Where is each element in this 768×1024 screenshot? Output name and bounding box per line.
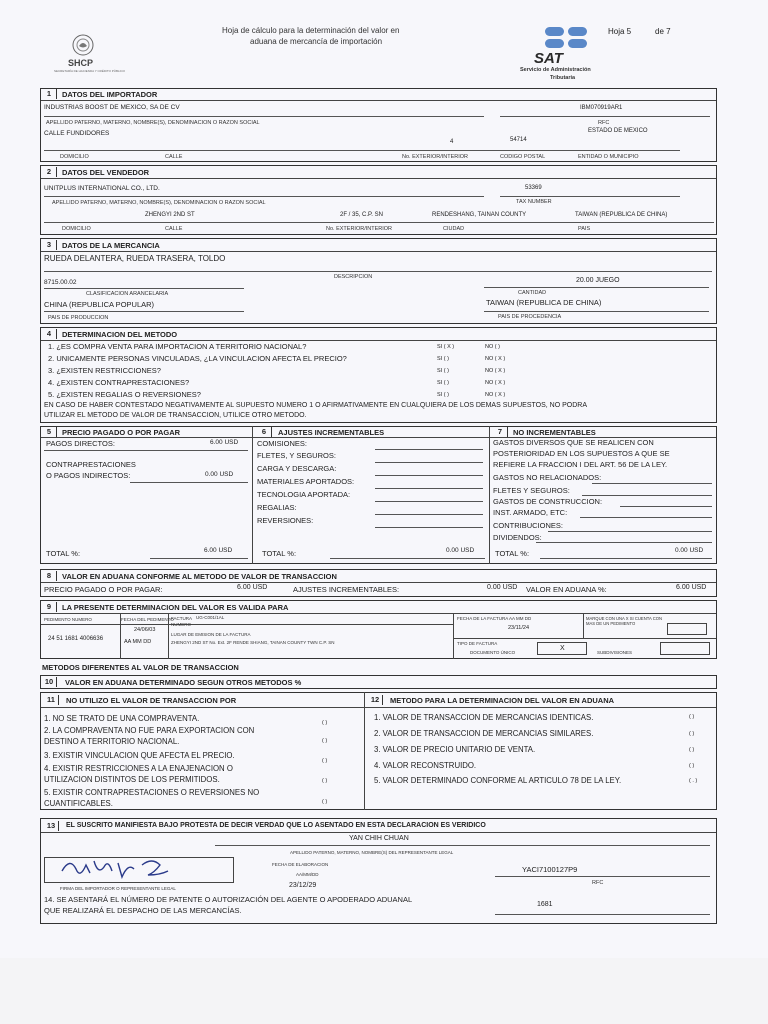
subdivisions-box[interactable] — [660, 642, 710, 655]
answer-yes-5: SI ( ) — [437, 392, 449, 398]
patent-note-line1: 14. SE ASENTARÁ EL NÚMERO DE PATENTE O AUTORIZACIÓN DEL AGENTE O APODERADO ADUANAL — [44, 895, 413, 904]
method-question-4: 4. ¿EXISTEN CONTRAPRESTACIONES? — [48, 378, 190, 387]
seller-name: UNITPLUS INTERNATIONAL CO., LTD. — [44, 185, 160, 192]
origin-label: PAIS DE PRODUCCION — [48, 315, 109, 321]
indirect-payments-label1: CONTRAPRESTACIONES — [46, 460, 136, 469]
sat-logo-icon — [543, 25, 589, 51]
section-title: VALOR EN ADUANA CONFORME AL METODO DE VALOR DE TRANSACCION — [62, 572, 337, 581]
method-note-line1: EN CASO DE HABER CONTESTADO NEGATIVAMENTE AL SUPUESTO NUMERO 1 O AFIRMATIVAMENTE EN CUALQUIERA DE LOS DEMAS SUPUESTOS, NO PODRA — [44, 402, 587, 409]
adjustments-value: 0.00 USD — [487, 584, 518, 591]
seller-calle-label: CALLE — [165, 226, 183, 232]
reason-3: 3. EXISTIR VINCULACION QUE AFECTA EL PRECIO. — [44, 751, 235, 760]
method-question-1: 1. ¿ES COMPRA VENTA PARA IMPORTACION A TERRITORIO NACIONAL? — [48, 342, 307, 351]
section-number: 5 — [42, 427, 57, 437]
non-incremental-item-1: GASTOS NO RELACIONADOS: — [493, 473, 602, 482]
adjustment-item-6: REGALIAS: — [257, 503, 297, 512]
non-incremental-item-3: GASTOS DE CONSTRUCCION: — [493, 497, 603, 506]
pedimento-label: PEDIMENTO NUMERO — [44, 617, 92, 622]
section-number: 9 — [42, 602, 57, 612]
seller-tax-number: 53369 — [525, 185, 542, 191]
seller-city: RENDESHANG, TAINAN COUNTY — [432, 212, 527, 218]
seller-ext-label: No. EXTERIOR/INTERIOR — [326, 226, 393, 232]
method-mark-1: ( ) — [689, 714, 695, 720]
patent-number: 1681 — [537, 901, 553, 908]
quantity-value: 20.00 JUEGO — [576, 277, 620, 284]
reason-5a: 5. EXISTIR CONTRAPRESTACIONES O REVERSIONES NO — [44, 788, 260, 797]
importer-postal-code: 54714 — [510, 137, 527, 143]
multiple-pedimentos-box[interactable] — [667, 623, 707, 635]
non-incremental-intro2: POSTERIORIDAD EN LOS SUPUESTOS A QUE SE — [493, 449, 670, 458]
section-number: 3 — [42, 240, 57, 250]
reason-2a: 2. LA COMPRAVENTA NO FUE PARA EXPORTACION CON — [44, 726, 255, 735]
adjustment-item-7: REVERSIONES: — [257, 516, 314, 525]
reason-mark-1: ( ) — [322, 720, 328, 726]
indirect-payments-label2: O PAGOS INDIRECTOS: — [46, 471, 131, 480]
cp-label: CODIGO POSTAL — [500, 154, 546, 160]
pedimento-date-label: FECHA DEL PEDIMENTO — [121, 617, 174, 622]
reason-4a: 4. EXISTIR RESTRICCIONES A LA ENAJENACION O — [44, 764, 233, 773]
sat-logo-text: SAT — [534, 50, 563, 67]
pedimento-date-value: 24/06/03 — [134, 627, 156, 633]
other-methods-heading: METODOS DIFERENTES AL VALOR DE TRANSACCION — [42, 663, 239, 672]
non-incremental-item-6: DIVIDENDOS: — [493, 533, 542, 542]
non-incremental-item-5: CONTRIBUCIONES: — [493, 521, 564, 530]
calle-label: CALLE — [165, 154, 183, 160]
importer-name: INDUSTRIAS BOOST DE MEXICO, SA DE CV — [44, 104, 180, 111]
method-mark-3: ( ) — [689, 747, 695, 753]
method-question-5: 5. ¿EXISTEN REGALIAS O REVERSIONES? — [48, 390, 201, 399]
section-number: 13 — [44, 821, 59, 831]
seller-name-label: APELLIDO PATERNO, MATERNO, NOMBRE(S), DENOMINACION O RAZON SOCIAL — [52, 200, 266, 206]
sat-logo-subtext2: Tributaria — [550, 75, 576, 81]
importer-rfc: IBM070919AR1 — [580, 105, 623, 111]
reason-1: 1. NO SE TRATO DE UNA COMPRAVENTA. — [44, 714, 200, 723]
customs-value-value: 6.00 USD — [676, 584, 707, 591]
method-4: 4. VALOR RECONSTRUIDO. — [374, 761, 477, 770]
method-mark-4: ( ) — [689, 763, 695, 769]
customs-value-label: VALOR EN ADUANA %: — [526, 585, 607, 594]
invoice-place-label: LUGAR DE EMISION DE LA FACTURA — [171, 632, 251, 637]
importer-name-label: APELLIDO PATERNO, MATERNO, NOMBRE(S), DENOMINACION O RAZON SOCIAL — [46, 120, 260, 126]
signature-label: FIRMA DEL IMPORTADOR O REPRESENTANTE LEGAL — [60, 886, 176, 891]
quantity-label: CANTIDAD — [518, 290, 547, 296]
method-mark-5: ( . ) — [689, 778, 698, 784]
seller-country: TAIWAN (REPUBLICA DE CHINA) — [575, 212, 668, 218]
section-number: 7 — [493, 427, 508, 437]
section-title: DATOS DE LA MERCANCIA — [62, 241, 160, 250]
invoice-date-label: FECHA DE LA FACTURA AA MM DD — [457, 616, 532, 621]
elaboration-date-label: FECHA DE ELABORACION — [272, 862, 329, 867]
ext-label: No. EXTERIOR/INTERIOR — [402, 154, 469, 160]
entidad-label: ENTIDAD O MUNICIPIO — [578, 154, 639, 160]
section-title: PRECIO PAGADO O POR PAGAR — [62, 428, 181, 437]
adjustments-total-value: 0.00 USD — [446, 547, 475, 554]
section-number: 6 — [257, 427, 272, 437]
adjustment-item-1: COMISIONES: — [257, 439, 308, 448]
seller-ext: 2F / 35, C.P. SN — [340, 212, 383, 218]
section-title: AJUSTES INCREMENTABLES — [278, 428, 385, 437]
sat-logo-subtext1: Servicio de Administración — [520, 67, 591, 73]
non-incremental-total-value: 0.00 USD — [675, 547, 704, 554]
seller-tax-label: TAX NUMBER — [516, 199, 552, 205]
indirect-payments-value: 0.00 USD — [205, 471, 234, 478]
merchandise-description: RUEDA DELANTERA, RUEDA TRASERA, TOLDO — [44, 254, 226, 263]
answer-no-4: NO ( X ) — [485, 380, 506, 386]
method-question-3: 3. ¿EXISTEN RESTRICCIONES? — [48, 366, 161, 375]
seller-pais-label: PAIS — [578, 226, 591, 232]
multiple-pedimentos-label: MARQUE CON UNA X SI CUENTA CON MAS DE UN PEDIMENTO — [586, 616, 663, 627]
section-number: 8 — [42, 571, 57, 581]
pedimento-date-format: AA MM DD — [124, 639, 152, 645]
non-incremental-item-4: INST. ARMADO, ETC: — [493, 508, 568, 517]
answer-yes-1: SI ( X ) — [437, 344, 455, 350]
section-title: VALOR EN ADUANA DETERMINADO SEGUN OTROS METODOS % — [65, 678, 302, 687]
shcp-logo-text: SHCP — [68, 58, 94, 68]
section-title: DATOS DEL IMPORTADOR — [62, 90, 158, 99]
representative-name: YAN CHIH CHUAN — [349, 835, 409, 842]
seller-street: ZHENGYI 2ND ST — [145, 212, 195, 218]
method-question-2: 2. UNICAMENTE PERSONAS VINCULADAS, ¿LA VINCULACION AFECTA EL PRECIO? — [48, 354, 347, 363]
answer-no-2: NO ( X ) — [485, 356, 506, 362]
adjustment-item-5: TECNOLOGIA APORTADA: — [257, 490, 351, 499]
adjustment-item-3: CARGA Y DESCARGA: — [257, 464, 337, 473]
representative-rfc: YACI7100127P9 — [522, 865, 578, 874]
page-number: Hoja 5 — [608, 27, 632, 36]
single-document-mark: X — [560, 645, 565, 652]
method-3: 3. VALOR DE PRECIO UNITARIO DE VENTA. — [374, 745, 536, 754]
procedence-label: PAIS DE PROCEDENCIA — [498, 314, 562, 320]
representative-name-label: APELLIDO PATERNO, MATERNO, NOMBRE(S) DEL REPRESENTANTE LEGAL — [290, 850, 454, 855]
price-total-value: 6.00 USD — [204, 547, 233, 554]
seller-ciudad-label: CIUDAD — [443, 226, 465, 232]
section-title: LA PRESENTE DETERMINACION DEL VALOR ES VALIDA PARA — [62, 603, 289, 612]
answer-no-3: NO ( X ) — [485, 368, 506, 374]
procedence-country: TAIWAN (REPUBLICA DE CHINA) — [486, 298, 602, 307]
description-label: DESCRIPCION — [334, 274, 373, 280]
form-title-line1: Hoja de cálculo para la determinación del valor en — [222, 26, 400, 35]
section-title: NO INCREMENTABLES — [513, 428, 596, 437]
reason-mark-4: ( ) — [322, 778, 328, 784]
tariff-code: 8715.00.02 — [44, 279, 77, 286]
reason-4b: UTILIZACION DISTINTOS DE LOS PERMITIDOS. — [44, 775, 220, 784]
section-title: DATOS DEL VENDEDOR — [62, 168, 150, 177]
answer-no-5: NO ( X ) — [485, 392, 506, 398]
invoice-value: UG-C001/1AL — [196, 615, 225, 620]
direct-payments-value: 6.00 USD — [210, 439, 239, 446]
invoice-place-value: ZHENGYI 2ND ST No. Ext. 2F RENDE SHIANG, TAINAN COUNTY TWN C.P. SN — [171, 640, 335, 645]
representative-rfc-label: RFC — [592, 880, 604, 886]
method-2: 2. VALOR DE TRANSACCION DE MERCANCIAS SIMILARES. — [374, 729, 594, 738]
importer-street: CALLE FUNDIDORES — [44, 130, 110, 137]
patent-note-line2: QUE REALIZARÁ EL DESPACHO DE LAS MERCANCÍAS. — [44, 906, 242, 915]
section-title: METODO PARA LA DETERMINACION DEL VALOR EN ADUANA — [390, 696, 615, 705]
non-incremental-intro1: GASTOS DIVERSOS QUE SE REALICEN CON — [493, 438, 654, 447]
direct-payments-label: PAGOS DIRECTOS: — [46, 439, 115, 448]
reason-mark-3: ( ) — [322, 758, 328, 764]
section-number: 1 — [42, 89, 57, 99]
reason-mark-5: ( ) — [322, 799, 328, 805]
pedimento-value: 24 51 1681 4006636 — [48, 636, 104, 642]
reason-mark-2: ( ) — [322, 738, 328, 744]
section-title: NO UTILIZO EL VALOR DE TRANSACCION POR — [66, 696, 237, 705]
seller-domicilio-label: DOMICILIO — [62, 226, 91, 232]
section-title: EL SUSCRITO MANIFIESTA BAJO PROTESTA DE DECIR VERDAD QUE LO ASENTADO EN ESTA DECLARACION ES VERIDICO — [66, 822, 486, 829]
adjustment-item-4: MATERIALES APORTADOS: — [257, 477, 355, 486]
answer-no-1: NO ( ) — [485, 344, 500, 350]
tariff-label: CLASIFICACION ARANCELARIA — [86, 291, 169, 297]
section-number: 10 — [42, 677, 57, 687]
importer-rfc-label: RFC — [598, 120, 610, 126]
shcp-logo-subtext: SECRETARÍA DE HACIENDA Y CRÉDITO PÚBLICO — [54, 69, 125, 73]
section-number: 4 — [42, 329, 57, 339]
reason-5b: CUANTIFICABLES. — [44, 799, 113, 808]
adjustment-item-2: FLETES, Y SEGUROS: — [257, 451, 336, 460]
method-note-line2: UTILIZAR EL METODO DE VALOR DE TRANSACCION, UTILICE OTRO METODO. — [44, 412, 307, 419]
answer-yes-4: SI ( ) — [437, 380, 449, 386]
price-total-label: TOTAL %: — [46, 549, 81, 558]
method-5: 5. VALOR DETERMINADO CONFORME AL ARTICULO 78 DE LA LEY. — [374, 776, 622, 785]
page-total: de 7 — [655, 27, 671, 36]
section-number: 12 — [368, 695, 383, 705]
shcp-seal-icon — [72, 34, 94, 56]
invoice-label: FACTURA — [171, 616, 193, 621]
invoice-date-value: 23/11/24 — [508, 625, 530, 631]
origin-country: CHINA (REPUBLICA POPULAR) — [44, 300, 155, 309]
elaboration-date-format: AA/MM/DD — [296, 872, 319, 877]
signature-box — [44, 857, 234, 883]
elaboration-date-value: 23/12/29 — [289, 882, 317, 889]
section-title: DETERMINACION DEL METODO — [62, 330, 178, 339]
single-document-label: DOCUMENTO ÚNICO — [470, 650, 516, 655]
method-1: 1. VALOR DE TRANSACCION DE MERCANCIAS IDENTICAS. — [374, 713, 594, 722]
invoice-number-label: NUMERO — [171, 622, 191, 627]
form-title-line2: aduana de mercancía de importación — [250, 37, 383, 46]
non-incremental-total-label: TOTAL %: — [495, 549, 530, 558]
reason-2b: DESTINO A TERRITORIO NACIONAL. — [44, 737, 180, 746]
answer-yes-3: SI ( ) — [437, 368, 449, 374]
answer-yes-2: SI ( ) — [437, 356, 449, 362]
section-number: 11 — [44, 695, 59, 705]
importer-ext-number: 4 — [450, 139, 454, 145]
domicilio-label: DOMICILIO — [60, 154, 89, 160]
non-incremental-intro3: REFIERE LA FRACCION I DEL ART. 56 DE LA LEY. — [493, 460, 668, 469]
non-incremental-item-2: FLETES Y SEGUROS: — [493, 486, 570, 495]
section-number: 2 — [42, 167, 57, 177]
importer-state: ESTADO DE MEXICO — [588, 128, 648, 134]
price-paid-value: 6.00 USD — [237, 584, 268, 591]
adjustments-label: AJUSTES INCREMENTABLES: — [293, 585, 400, 594]
subdivisions-label: SUBDIVISIONES — [597, 650, 633, 655]
invoice-type-label: TIPO DE FACTURA — [457, 641, 498, 646]
adjustments-total-label: TOTAL %: — [262, 549, 297, 558]
method-mark-2: ( ) — [689, 731, 695, 737]
price-paid-label: PRECIO PAGADO O POR PAGAR: — [44, 585, 163, 594]
